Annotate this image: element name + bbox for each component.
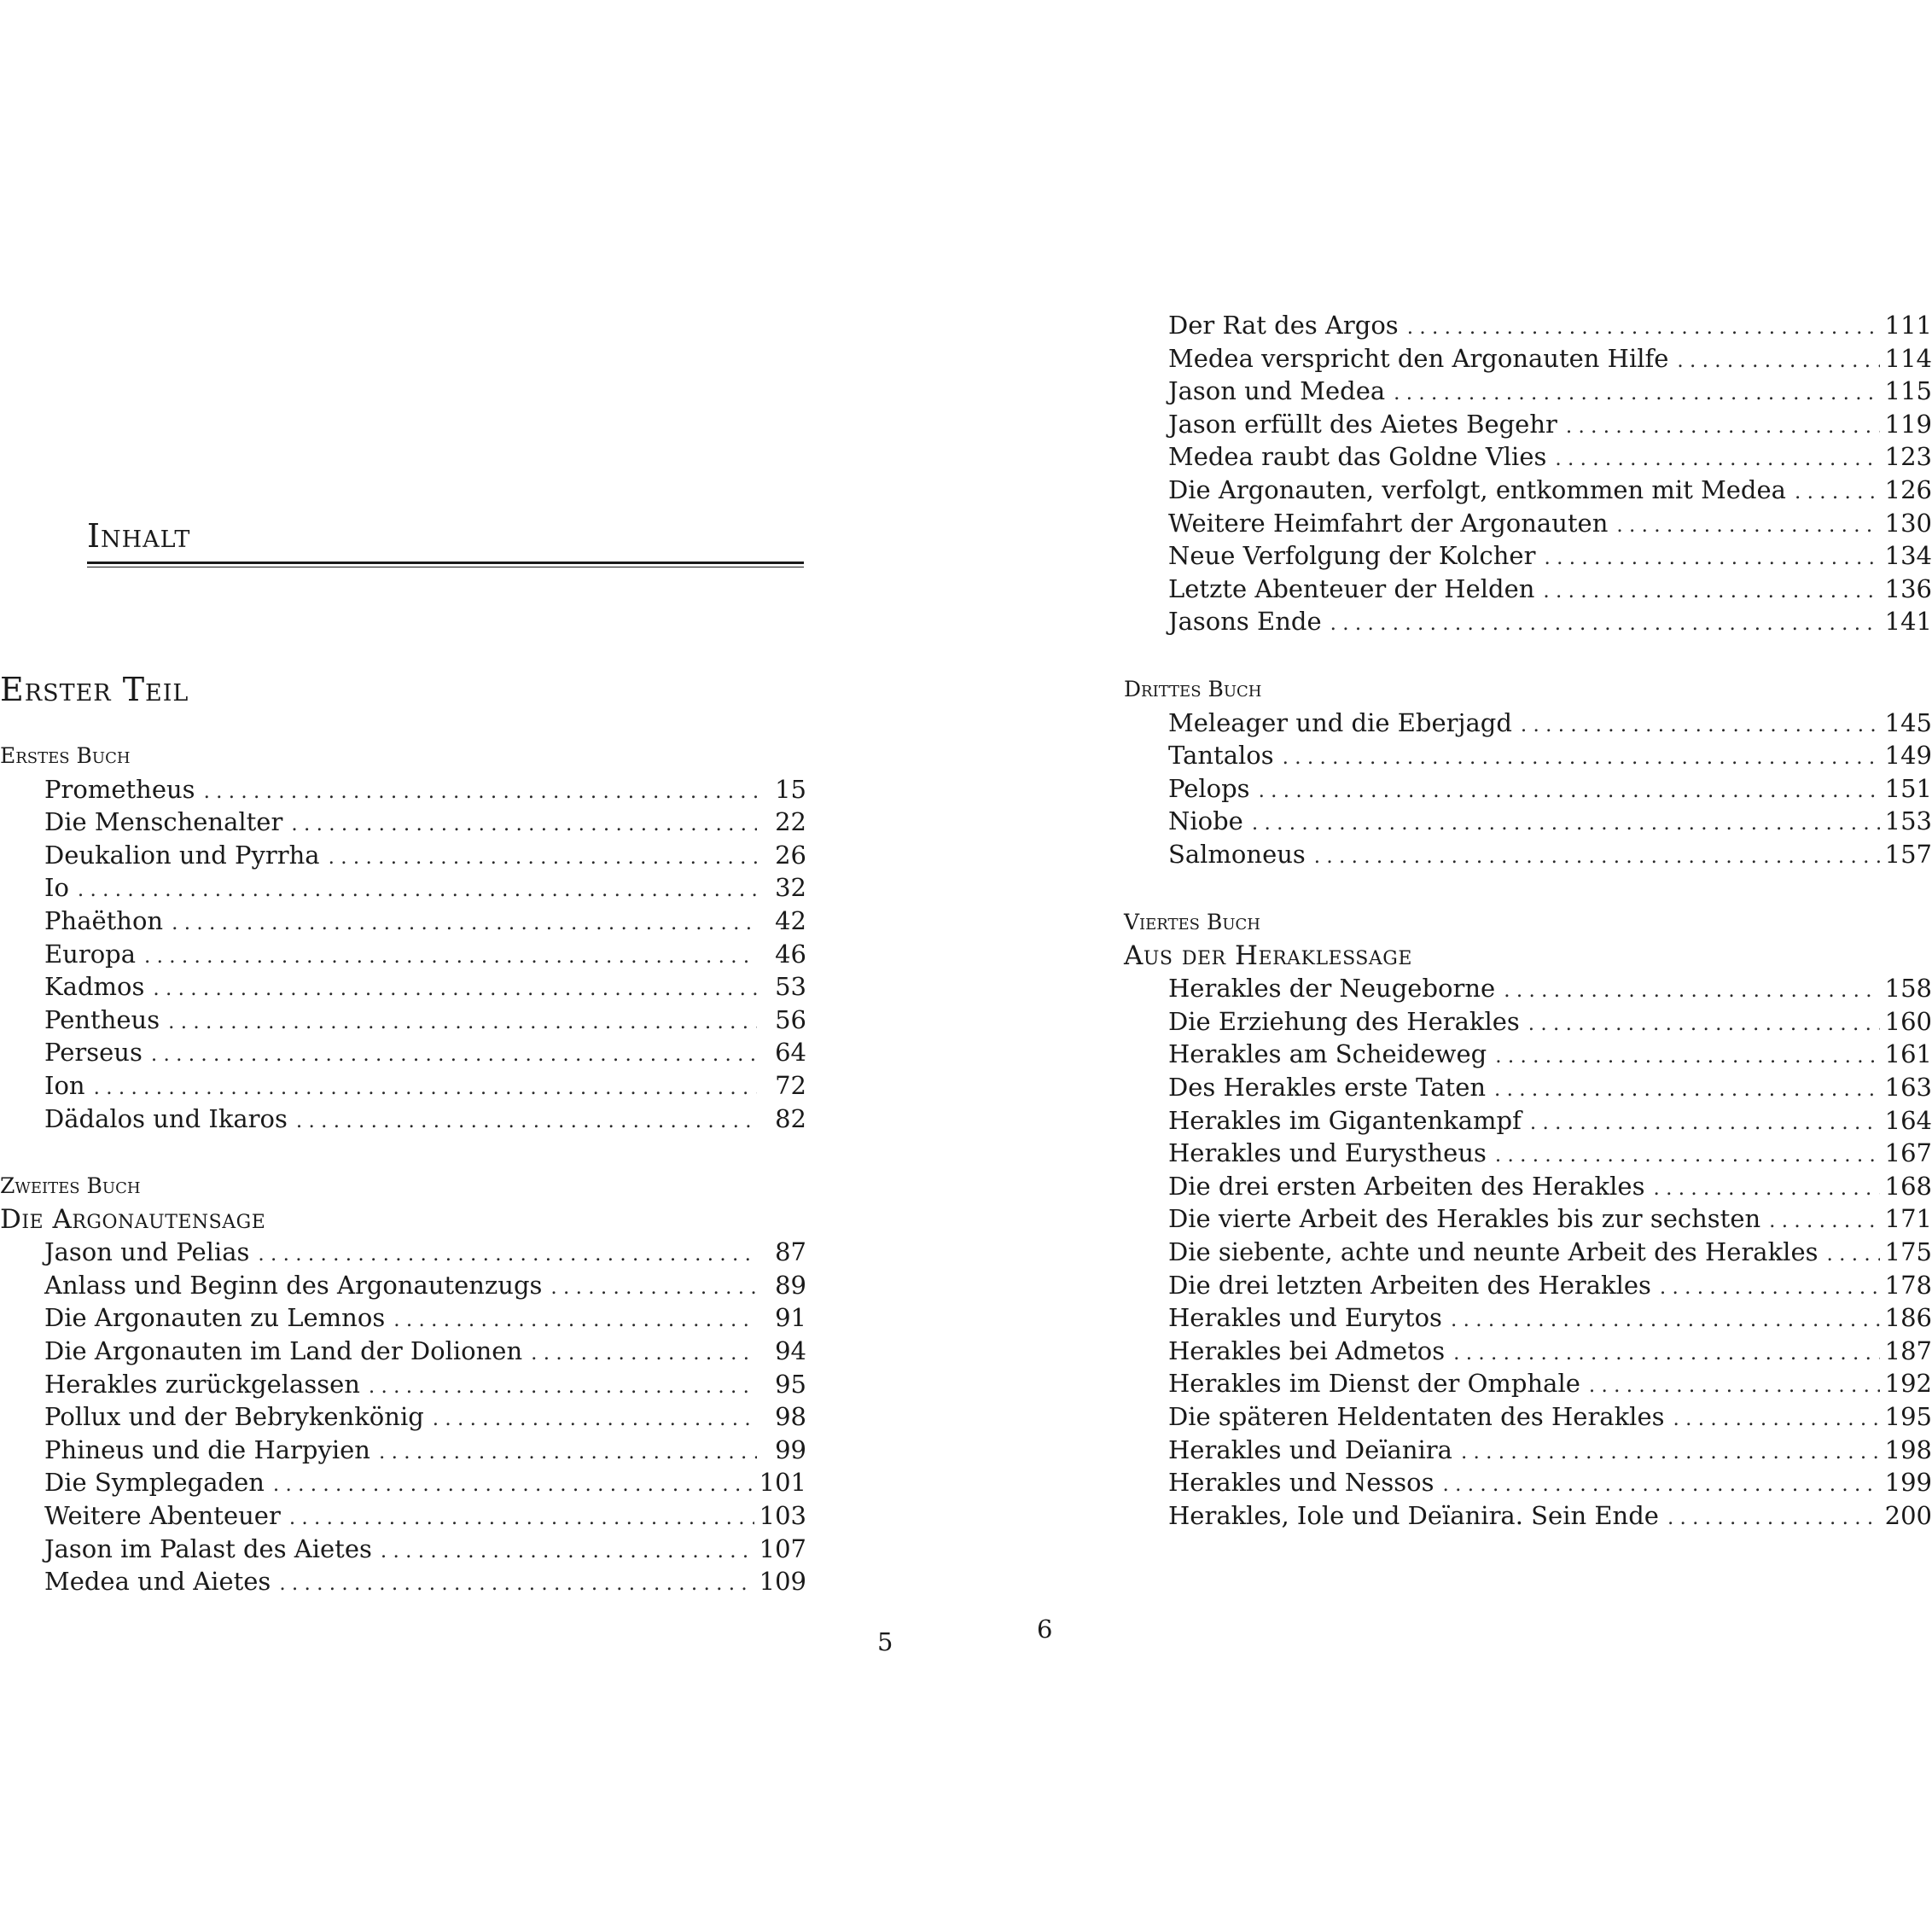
dot-leader [1252,807,1880,841]
entry-page-number: 119 [1884,409,1932,439]
entry-title: Die Argonauten im Land der Dolionen [44,1336,523,1365]
entry-title: Herakles im Gigantenkampf [1168,1105,1522,1135]
dot-leader [1407,311,1880,345]
entry-page-number: 87 [775,1237,806,1267]
dot-leader [168,1006,757,1039]
entry-title: Ion [44,1070,85,1100]
toc-entry [1037,1202,1932,1236]
entry-title: Prometheus [44,774,195,804]
entry-title: Anlass und Beginn des Argonautenzugs [44,1270,543,1300]
dot-leader [273,1469,754,1502]
toc-entry [1037,1499,1932,1533]
dot-leader [1543,575,1879,608]
book-label: Drittes Buch [1124,677,1262,701]
toc-entry [0,1004,806,1037]
toc-entry [0,1400,806,1434]
toc-entry [1037,838,1932,871]
dot-leader [1530,1107,1880,1140]
dot-leader [379,1436,757,1469]
dot-leader [1653,1173,1879,1206]
dot-leader [1259,775,1880,808]
toc-entry [1037,408,1932,441]
entry-title: Herakles und Nessos [1168,1468,1434,1498]
toc-entry [0,1335,806,1368]
book-subtitle: Aus der Heraklessage [1124,940,1412,971]
dot-leader [144,940,757,974]
entry-page-number: 175 [1884,1237,1932,1266]
entry-title: Letzte Abenteuer der Helden [1168,573,1535,603]
dot-leader [1769,1205,1879,1238]
entry-title: Die Symplegaden [44,1468,265,1498]
entry-page-number: 32 [775,873,806,903]
entry-title: Weitere Abenteuer [44,1500,281,1530]
entry-title: Perseus [44,1038,143,1068]
dot-leader [1283,742,1880,775]
entry-title: Phaëthon [44,905,164,935]
toc-list [1037,309,1932,638]
dot-leader [1443,1469,1880,1502]
entry-title: Herakles der Neugeborne [1168,974,1496,1004]
entry-title: Tantalos [1168,741,1274,771]
entry-page-number: 171 [1884,1204,1932,1234]
dot-leader [1330,608,1880,641]
entry-title: Io [44,873,69,903]
entry-title: Die Argonauten, verfolgt, entkommen mit Medea [1168,474,1786,504]
entry-title: Herakles am Scheideweg [1168,1039,1487,1069]
entry-page-number: 115 [1884,376,1932,406]
dot-leader [1521,709,1880,742]
toc-entry [0,1269,806,1302]
dot-leader [369,1370,757,1404]
dot-leader [1494,1074,1880,1107]
title-double-rule [87,562,804,567]
toc-entry [1037,805,1932,838]
entry-page-number: 167 [1884,1138,1932,1168]
entry-title: Herakles und Deïanira [1168,1434,1452,1464]
entry-page-number: 178 [1884,1270,1932,1300]
entry-page-number: 46 [775,939,806,969]
toc-entry [0,905,806,938]
entry-title: Kadmos [44,972,145,1002]
dot-leader [1566,410,1880,444]
entry-title: Pollux und der Bebrykenkönig [44,1402,424,1432]
book2-section [0,1170,806,1598]
entry-title: Jason erfüllt des Aietes Begehr [1168,409,1557,439]
entry-page-number: 98 [775,1402,806,1432]
toc-entry [1037,1137,1932,1170]
toc-entry [1037,1301,1932,1335]
entry-page-number: 123 [1884,442,1932,472]
book-label: Zweites Buch [0,1173,141,1198]
page-number: 5 [877,1627,893,1656]
entry-title: Die Menschenalter [44,807,283,837]
toc-list [0,773,806,1136]
entry-title: Medea verspricht den Argonauten Hilfe [1168,343,1669,373]
toc-entry [1037,739,1932,772]
entry-page-number: 94 [775,1336,806,1365]
book1-section [0,740,806,1135]
dot-leader [1616,509,1879,543]
toc-entry [0,1434,806,1467]
toc-title: Inhalt [87,517,191,555]
entry-page-number: 168 [1884,1171,1932,1201]
entry-title: Meleager und die Eberjagd [1168,707,1512,737]
toc-entry [1037,573,1932,606]
toc-entry [1037,1071,1932,1104]
entry-title: Medea raubt das Goldne Vlies [1168,442,1547,472]
dot-leader [329,841,757,875]
entry-page-number: 99 [775,1434,806,1464]
dot-leader [1660,1272,1880,1305]
toc-entry [0,938,806,971]
book-label: Viertes Buch [1124,910,1260,934]
dot-leader [1667,1502,1880,1535]
entry-page-number: 22 [775,807,806,837]
toc-entry [1037,507,1932,540]
dot-leader [94,1072,757,1105]
entry-title: Dädalos und Ikaros [44,1103,288,1133]
entry-page-number: 187 [1884,1336,1932,1365]
right-page [1037,0,1932,1932]
toc-entry [1037,605,1932,638]
toc-entry [0,1036,806,1069]
entry-title: Jason im Palast des Aietes [44,1533,372,1563]
toc-entry [1037,1236,1932,1269]
entry-title: Des Herakles erste Taten [1168,1072,1487,1102]
book4-section [1037,906,1932,1532]
book-label: Erstes Buch [0,743,131,768]
dot-leader [1314,841,1880,874]
entry-title: Weitere Heimfahrt der Argonauten [1168,508,1609,538]
dot-leader [291,808,757,841]
entry-page-number: 56 [775,1004,806,1034]
left-page [0,0,893,1932]
toc-entry [0,970,806,1004]
entry-page-number: 114 [1884,343,1932,373]
dot-leader [433,1403,757,1436]
toc-entry [1037,707,1932,740]
dot-leader [153,973,757,1006]
entry-page-number: 111 [1884,311,1932,340]
dot-leader [1528,1008,1880,1041]
dot-leader [1827,1238,1880,1272]
toc-entry [0,871,806,905]
entry-page-number: 164 [1884,1105,1932,1135]
entry-page-number: 91 [775,1303,806,1333]
entry-page-number: 145 [1884,707,1932,737]
toc-entry [1037,1400,1932,1434]
toc-entry [1037,474,1932,507]
dot-leader [289,1502,754,1535]
entry-title: Niobe [1168,806,1243,836]
dot-leader [1461,1436,1880,1469]
toc-entry [1037,1005,1932,1039]
dot-leader [1453,1337,1880,1370]
entry-page-number: 199 [1884,1468,1932,1498]
book-subtitle: Die Argonautensage [0,1203,266,1235]
entry-page-number: 103 [759,1500,806,1530]
toc-entry [0,1533,806,1566]
entry-title: Herakles und Eurytos [1168,1303,1442,1333]
entry-title: Jason und Pelias [44,1237,250,1267]
entry-page-number: 82 [775,1103,806,1133]
toc-entry [0,1236,806,1269]
toc-entry [0,1301,806,1335]
dot-leader [258,1238,757,1272]
toc-entry [0,1103,806,1136]
toc-entry [1037,1269,1932,1302]
entry-title: Die vierte Arbeit des Herakles bis zur sechsten [1168,1204,1761,1234]
entry-title: Deukalion und Pyrrha [44,840,320,870]
dot-leader [151,1039,757,1072]
entry-page-number: 130 [1884,508,1932,538]
dot-leader [1555,443,1879,476]
toc-entry [1037,972,1932,1005]
entry-page-number: 192 [1884,1369,1932,1399]
entry-title: Herakles bei Admetos [1168,1336,1446,1365]
entry-page-number: 15 [775,774,806,804]
entry-page-number: 157 [1884,839,1932,869]
toc-entry [0,1069,806,1103]
entry-page-number: 186 [1884,1303,1932,1333]
entry-title: Medea und Aietes [44,1567,271,1597]
toc-entry [0,1368,806,1401]
book3-section [1037,673,1932,871]
entry-page-number: 101 [759,1468,806,1498]
entry-page-number: 160 [1884,1006,1932,1036]
entry-title: Die drei ersten Arbeiten des Herakles [1168,1171,1645,1201]
toc-entry [0,773,806,806]
entry-page-number: 53 [775,972,806,1002]
toc-list [1037,707,1932,871]
entry-title: Die Erziehung des Herakles [1168,1006,1520,1036]
dot-leader [279,1568,754,1601]
part-heading: Erster Teil [0,671,189,708]
entry-page-number: 72 [775,1070,806,1100]
toc-entry [0,806,806,839]
entry-page-number: 89 [775,1270,806,1300]
toc-entry [1037,309,1932,342]
dot-leader [1589,1370,1880,1403]
entry-title: Herakles zurückgelassen [44,1369,360,1399]
entry-title: Phineus und die Harpyien [44,1434,370,1464]
entry-title: Herakles und Eurystheus [1168,1138,1487,1168]
entry-title: Die späteren Heldentaten des Herakles [1168,1401,1665,1431]
toc-entry [1037,772,1932,806]
entry-title: Pelops [1168,773,1250,803]
entry-page-number: 107 [759,1533,806,1563]
entry-title: Jasons Ende [1168,607,1322,637]
entry-page-number: 153 [1884,806,1932,836]
dot-leader [1504,975,1879,1008]
page-number: 6 [1037,1615,1053,1644]
entry-title: Salmoneus [1168,839,1306,869]
dot-leader [204,776,757,809]
entry-title: Die Argonauten zu Lemnos [44,1303,386,1333]
entry-title: Jason und Medea [1168,376,1386,406]
entry-title: Der Rat des Argos [1168,311,1399,340]
toc-entry [0,1499,806,1533]
dot-leader [1451,1304,1880,1337]
entry-page-number: 64 [775,1038,806,1068]
dot-leader [550,1272,757,1305]
entry-title: Europa [44,939,137,969]
toc-entry [1037,440,1932,474]
toc-entry [0,1565,806,1598]
toc-entry [1037,1170,1932,1203]
dot-leader [78,874,757,907]
entry-page-number: 158 [1884,974,1932,1004]
toc-entry [1037,342,1932,375]
toc-entry [1037,1434,1932,1467]
dot-leader [1394,377,1879,410]
entry-page-number: 136 [1884,573,1932,603]
entry-page-number: 151 [1884,773,1932,803]
entry-page-number: 109 [759,1567,806,1597]
entry-page-number: 134 [1884,541,1932,571]
entry-title: Die siebente, achte und neunte Arbeit des Herakles [1168,1237,1819,1266]
dot-leader [1673,1403,1880,1436]
entry-page-number: 195 [1884,1401,1932,1431]
dot-leader [1795,476,1880,509]
dot-leader [1495,1139,1880,1173]
dot-leader [1544,542,1879,575]
toc-entry [0,1466,806,1499]
entry-title: Die drei letzten Arbeiten des Herakles [1168,1270,1651,1300]
dot-leader [1677,345,1879,378]
entry-page-number: 26 [775,840,806,870]
continued-section [1037,309,1932,638]
toc-entry [1037,375,1932,408]
entry-page-number: 149 [1884,741,1932,771]
entry-page-number: 200 [1884,1500,1932,1530]
entry-page-number: 161 [1884,1039,1932,1069]
toc-entry [1037,1038,1932,1071]
toc-list [0,1236,806,1598]
toc-list [1037,972,1932,1532]
entry-page-number: 95 [775,1369,806,1399]
toc-entry [1037,1335,1932,1368]
dot-leader [381,1535,754,1568]
toc-entry [1037,1466,1932,1499]
entry-page-number: 42 [775,905,806,935]
dot-leader [1495,1040,1879,1074]
entry-title: Pentheus [44,1004,160,1034]
entry-title: Herakles im Dienst der Omphale [1168,1369,1580,1399]
entry-page-number: 163 [1884,1072,1932,1102]
entry-title: Neue Verfolgung der Kolcher [1168,541,1536,571]
entry-page-number: 198 [1884,1434,1932,1464]
toc-entry [1037,539,1932,573]
entry-page-number: 126 [1884,474,1932,504]
entry-title: Herakles, Iole und Deïanira. Sein Ende [1168,1500,1659,1530]
dot-leader [296,1105,757,1138]
toc-entry [1037,1367,1932,1400]
dot-leader [172,907,757,940]
entry-page-number: 141 [1884,607,1932,637]
dot-leader [393,1304,757,1337]
dot-leader [531,1337,757,1370]
toc-entry [0,839,806,872]
toc-entry [1037,1104,1932,1138]
